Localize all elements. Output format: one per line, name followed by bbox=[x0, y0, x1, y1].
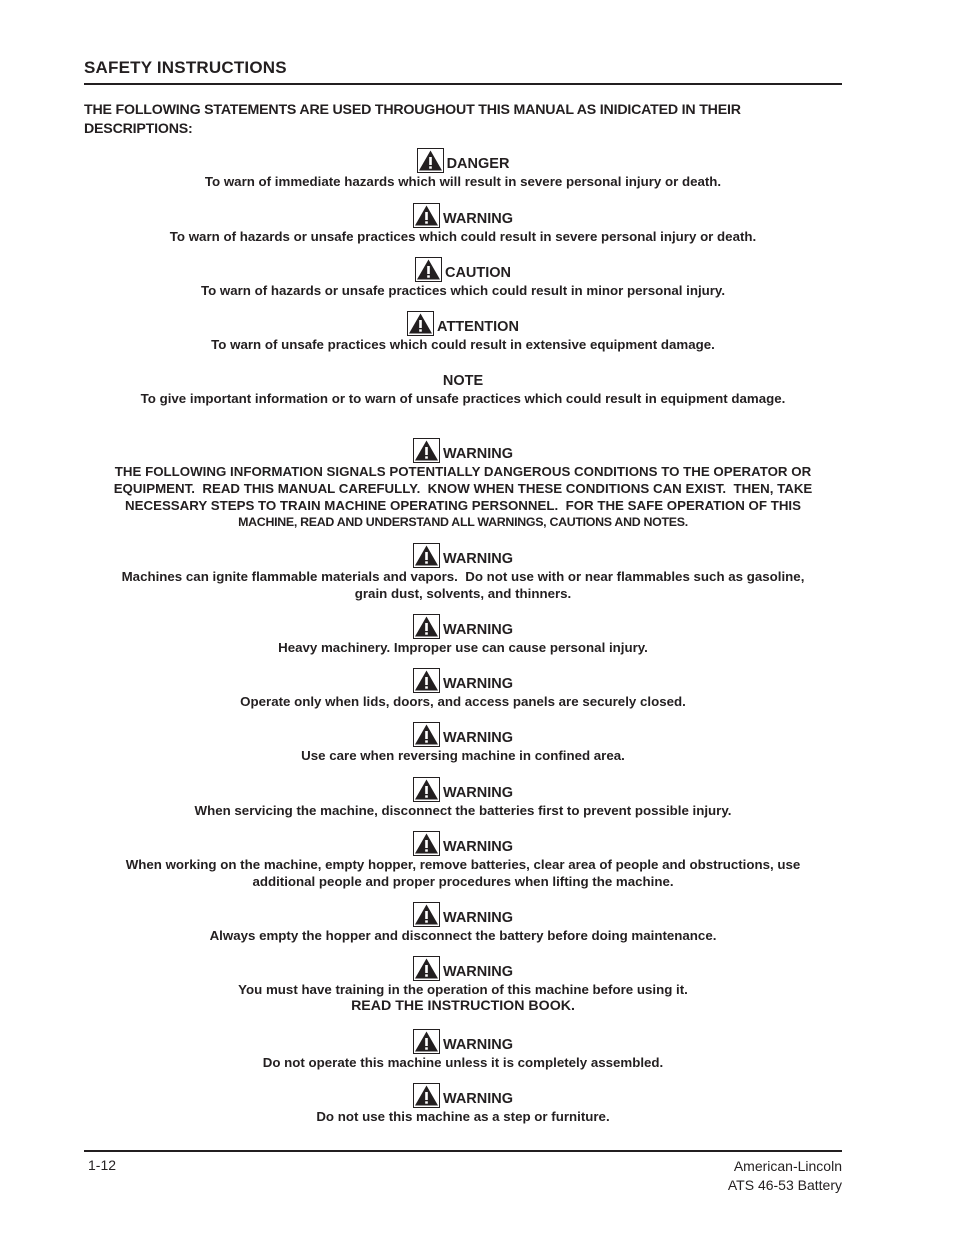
entry-heading bbox=[84, 614, 842, 639]
entry-heading bbox=[84, 831, 842, 856]
entry-description: Do not use this machine as a step or furniture. bbox=[316, 1109, 610, 1124]
entry-description: You must have training in the operation of this machine before using it. bbox=[238, 982, 688, 997]
brand-line-1: American-Lincoln bbox=[733, 1158, 842, 1174]
entry-heading bbox=[84, 668, 842, 693]
warning-triangle-icon bbox=[413, 956, 440, 981]
safety-entry bbox=[84, 956, 842, 1015]
safety-entry bbox=[84, 438, 842, 531]
safety-entry bbox=[84, 543, 842, 602]
footer-divider bbox=[84, 1150, 842, 1152]
entry-description: Operate only when lids, doors, and access panels are securely closed. bbox=[240, 694, 686, 709]
entry-description-line: When working on the machine, empty hopper, remove batteries, clear area of people and obstructions, use bbox=[125, 857, 801, 872]
entry-label: WARNING bbox=[442, 211, 514, 227]
safety-entry bbox=[84, 831, 842, 890]
entry-description-line: MACHINE, READ AND UNDERSTAND ALL WARNINGS, CAUTIONS AND NOTES. bbox=[238, 515, 688, 529]
entry-heading bbox=[84, 777, 842, 802]
entry-label: WARNING bbox=[442, 730, 514, 746]
entry-heading bbox=[84, 956, 842, 981]
entry-label: DANGER bbox=[446, 156, 510, 172]
safety-entry bbox=[84, 668, 842, 710]
warning-triangle-icon bbox=[413, 1083, 440, 1108]
safety-entry bbox=[84, 614, 842, 656]
entry-label: WARNING bbox=[442, 1091, 514, 1107]
entry-label: WARNING bbox=[442, 551, 514, 567]
entry-label: NOTE bbox=[442, 373, 484, 389]
entry-description: To give important information or to warn of unsafe practices which could result in equipment damage. bbox=[140, 391, 786, 406]
entry-heading bbox=[84, 1029, 842, 1054]
entry-description: Heavy machinery. Improper use can cause personal injury. bbox=[278, 640, 648, 655]
warning-triangle-icon bbox=[413, 1029, 440, 1054]
entry-description-line: grain dust, solvents, and thinners. bbox=[354, 586, 572, 601]
warning-triangle-icon bbox=[413, 203, 440, 228]
entry-heading bbox=[84, 722, 842, 747]
brand-line-2: ATS 46-53 Battery bbox=[727, 1177, 842, 1193]
warning-triangle-icon bbox=[413, 614, 440, 639]
entry-label: WARNING bbox=[442, 676, 514, 692]
entry-description: Do not operate this machine unless it is completely assembled. bbox=[262, 1055, 664, 1070]
warning-triangle-icon bbox=[413, 722, 440, 747]
entry-heading bbox=[84, 1083, 842, 1108]
warning-triangle-icon bbox=[407, 311, 434, 336]
warning-triangle-icon bbox=[413, 831, 440, 856]
entry-heading bbox=[84, 311, 842, 336]
entry-label: WARNING bbox=[442, 964, 514, 980]
entry-heading bbox=[84, 438, 842, 463]
entry-label: WARNING bbox=[442, 446, 514, 462]
safety-entry bbox=[84, 777, 842, 819]
entry-label: WARNING bbox=[442, 839, 514, 855]
entry-description: To warn of hazards or unsafe practices which could result in minor personal injury. bbox=[200, 283, 726, 298]
page-number: 1-12 bbox=[88, 1157, 117, 1173]
entry-description: Always empty the hopper and disconnect the battery before doing maintenance. bbox=[209, 928, 717, 943]
safety-entry bbox=[84, 257, 842, 299]
entry-heading bbox=[84, 543, 842, 568]
entry-heading bbox=[84, 902, 842, 927]
warning-triangle-icon bbox=[417, 148, 444, 173]
warning-triangle-icon bbox=[413, 902, 440, 927]
entry-description-line: EQUIPMENT. READ THIS MANUAL CAREFULLY. KNOW WHEN THESE CONDITIONS CAN EXIST. THEN, TAKE bbox=[113, 481, 813, 496]
title-divider bbox=[84, 83, 842, 85]
warning-triangle-icon bbox=[413, 668, 440, 693]
entry-label: CAUTION bbox=[444, 265, 512, 281]
entry-description: To warn of hazards or unsafe practices which could result in severe personal injury or death. bbox=[169, 229, 757, 244]
entry-label: WARNING bbox=[442, 785, 514, 801]
page-title: SAFETY INSTRUCTIONS bbox=[84, 58, 287, 77]
entry-description: Use care when reversing machine in confined area. bbox=[301, 748, 625, 763]
footer-brand bbox=[728, 1157, 842, 1195]
safety-entry bbox=[84, 373, 842, 407]
safety-entry bbox=[84, 311, 842, 353]
entry-description: To warn of immediate hazards which will result in severe personal injury or death. bbox=[204, 174, 722, 189]
entry-label: WARNING bbox=[442, 622, 514, 638]
entry-description-line: NECESSARY STEPS TO TRAIN MACHINE OPERATING PERSONNEL. FOR THE SAFE OPERATION OF THIS bbox=[125, 498, 801, 513]
warning-triangle-icon bbox=[413, 777, 440, 802]
entry-description-line: Machines can ignite flammable materials and vapors. Do not use with or near flammables such as gasoline, bbox=[121, 569, 805, 584]
entry-heading bbox=[84, 148, 842, 173]
entry-label: ATTENTION bbox=[437, 319, 519, 335]
entry-heading bbox=[84, 203, 842, 228]
warning-triangle-icon bbox=[413, 438, 440, 463]
safety-entry bbox=[84, 1083, 842, 1125]
entry-description: To warn of unsafe practices which could result in extensive equipment damage. bbox=[211, 337, 715, 352]
entry-description-line: THE FOLLOWING INFORMATION SIGNALS POTENTIALLY DANGEROUS CONDITIONS TO THE OPERATOR OR bbox=[114, 464, 812, 479]
entry-description: When servicing the machine, disconnect the batteries first to prevent possible injury. bbox=[194, 803, 732, 818]
warning-triangle-icon bbox=[413, 543, 440, 568]
entry-label: WARNING bbox=[442, 1037, 514, 1053]
entry-heading bbox=[84, 257, 842, 282]
entry-label: WARNING bbox=[442, 910, 514, 926]
entry-extra-note: READ THE INSTRUCTION BOOK. bbox=[351, 998, 575, 1014]
entry-description-line: additional people and proper procedures when lifting the machine. bbox=[252, 874, 674, 889]
safety-entry bbox=[84, 1029, 842, 1071]
intro-text: THE FOLLOWING STATEMENTS ARE USED THROUGHOUT THIS MANUAL AS INIDICATED IN THEIR DESCRIPTIONS: bbox=[84, 102, 741, 137]
entry-heading bbox=[84, 373, 842, 390]
safety-entry bbox=[84, 203, 842, 245]
safety-entry bbox=[84, 722, 842, 764]
safety-entry bbox=[84, 148, 842, 190]
safety-entry bbox=[84, 902, 842, 944]
warning-triangle-icon bbox=[415, 257, 442, 282]
